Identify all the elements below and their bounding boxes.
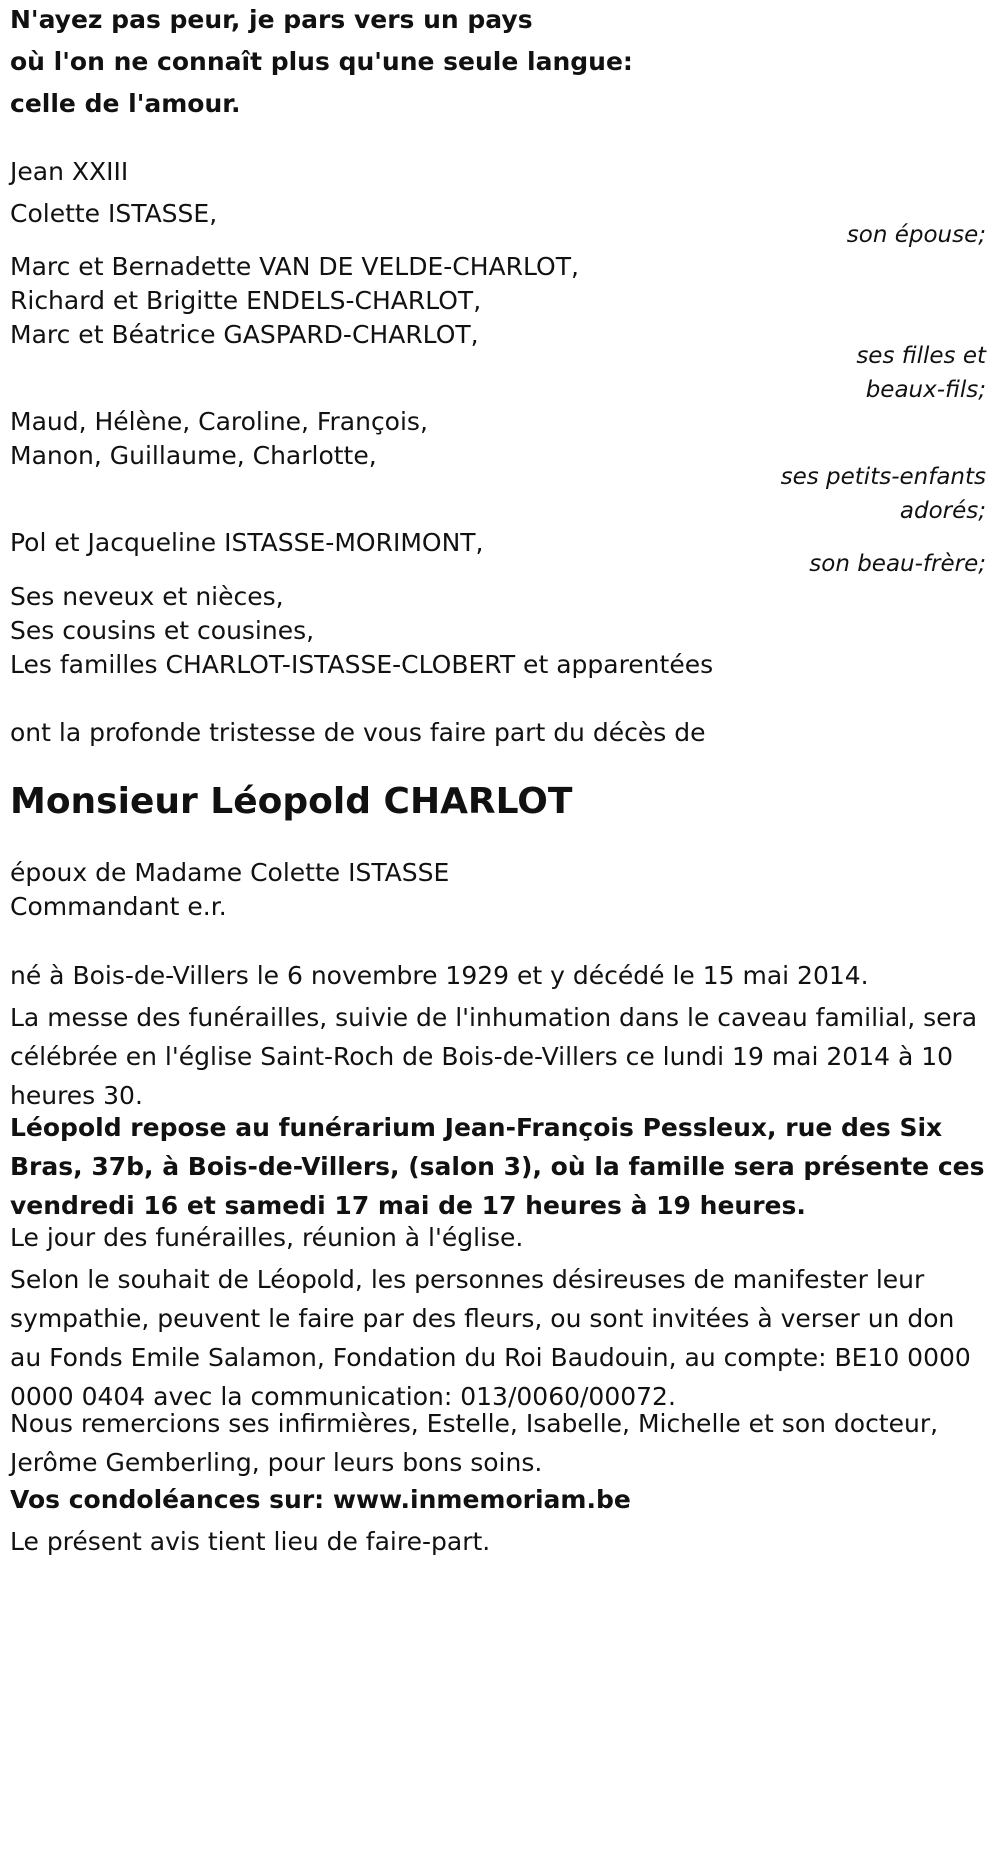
birth-death-paragraph: né à Bois-de-Villers le 6 novembre 1929 et y décédé le 15 mai 2014. (10, 961, 869, 990)
deceased-detail-rank: Commandant e.r. (10, 892, 227, 921)
meeting-paragraph: Le jour des funérailles, réunion à l'église. (10, 1223, 524, 1252)
grandchildren-relation-line-1: ses petits-enfants (780, 464, 986, 490)
grandchildren-relation-line-2: adorés; (899, 498, 986, 524)
child-couple-2: Richard et Brigitte ENDELS-CHARLOT, (10, 286, 482, 315)
grandchildren-line-2: Manon, Guillaume, Charlotte, (10, 441, 377, 470)
others-line-3: Les familles CHARLOT-ISTASSE-CLOBERT et apparentées (10, 650, 714, 679)
deceased-name: Monsieur Léopold CHARLOT (10, 781, 573, 822)
quote-line-3: celle de l'amour. (10, 89, 241, 118)
child-couple-1: Marc et Bernadette VAN DE VELDE-CHARLOT, (10, 252, 579, 281)
spouse-relation: son épouse; (846, 222, 986, 248)
brother-in-law-name: Pol et Jacqueline ISTASSE-MORIMONT, (10, 528, 484, 557)
donations-paragraph: Selon le souhait de Léopold, les personnes désireuses de manifester leur sympathie, peuvent le faire par des fleurs, ou sont invitées à verser un don au Fonds Emile Salamon, Fondation du Roi Baudouin, au compte: BE10 0000 0000 0404 avec la communication: 013/0060/00072. (10, 1265, 971, 1411)
child-couple-3: Marc et Béatrice GASPARD-CHARLOT, (10, 320, 479, 349)
condolences-paragraph: Vos condoléances sur: www.inmemoriam.be (10, 1485, 631, 1514)
quote-line-1: N'ayez pas peur, je pars vers un pays (10, 5, 533, 34)
others-line-1: Ses neveux et nièces, (10, 582, 284, 611)
funerarium-paragraph: Léopold repose au funérarium Jean-François Pessleux, rue des Six Bras, 37b, à Bois-de-Villers, (salon 3), où la famille sera présente ces vendredi 16 et samedi 17 mai de 17 heures à 19 heures. (10, 1113, 985, 1220)
quote-author: Jean XXIII (10, 157, 129, 186)
children-relation-line-2: beaux-fils; (865, 377, 986, 403)
deceased-detail-spouse: époux de Madame Colette ISTASSE (10, 858, 450, 887)
grandchildren-line-1: Maud, Hélène, Caroline, François, (10, 407, 428, 436)
notice-paragraph: Le présent avis tient lieu de faire-part. (10, 1527, 491, 1556)
brother-in-law-relation: son beau-frère; (809, 551, 986, 577)
announcement: ont la profonde tristesse de vous faire part du décès de (10, 718, 706, 747)
others-line-2: Ses cousins et cousines, (10, 616, 315, 645)
mass-paragraph: La messe des funérailles, suivie de l'inhumation dans le caveau familial, sera célébrée en l'église Saint-Roch de Bois-de-Villers ce lundi 19 mai 2014 à 10 heures 30. (10, 1003, 978, 1110)
spouse-name: Colette ISTASSE, (10, 199, 218, 228)
children-relation-line-1: ses filles et (856, 343, 986, 369)
quote-line-2: où l'on ne connaît plus qu'une seule langue: (10, 47, 633, 76)
thanks-paragraph: Nous remercions ses infirmières, Estelle, Isabelle, Michelle et son docteur, Jerôme Gemberling, pour leurs bons soins. (10, 1409, 939, 1477)
